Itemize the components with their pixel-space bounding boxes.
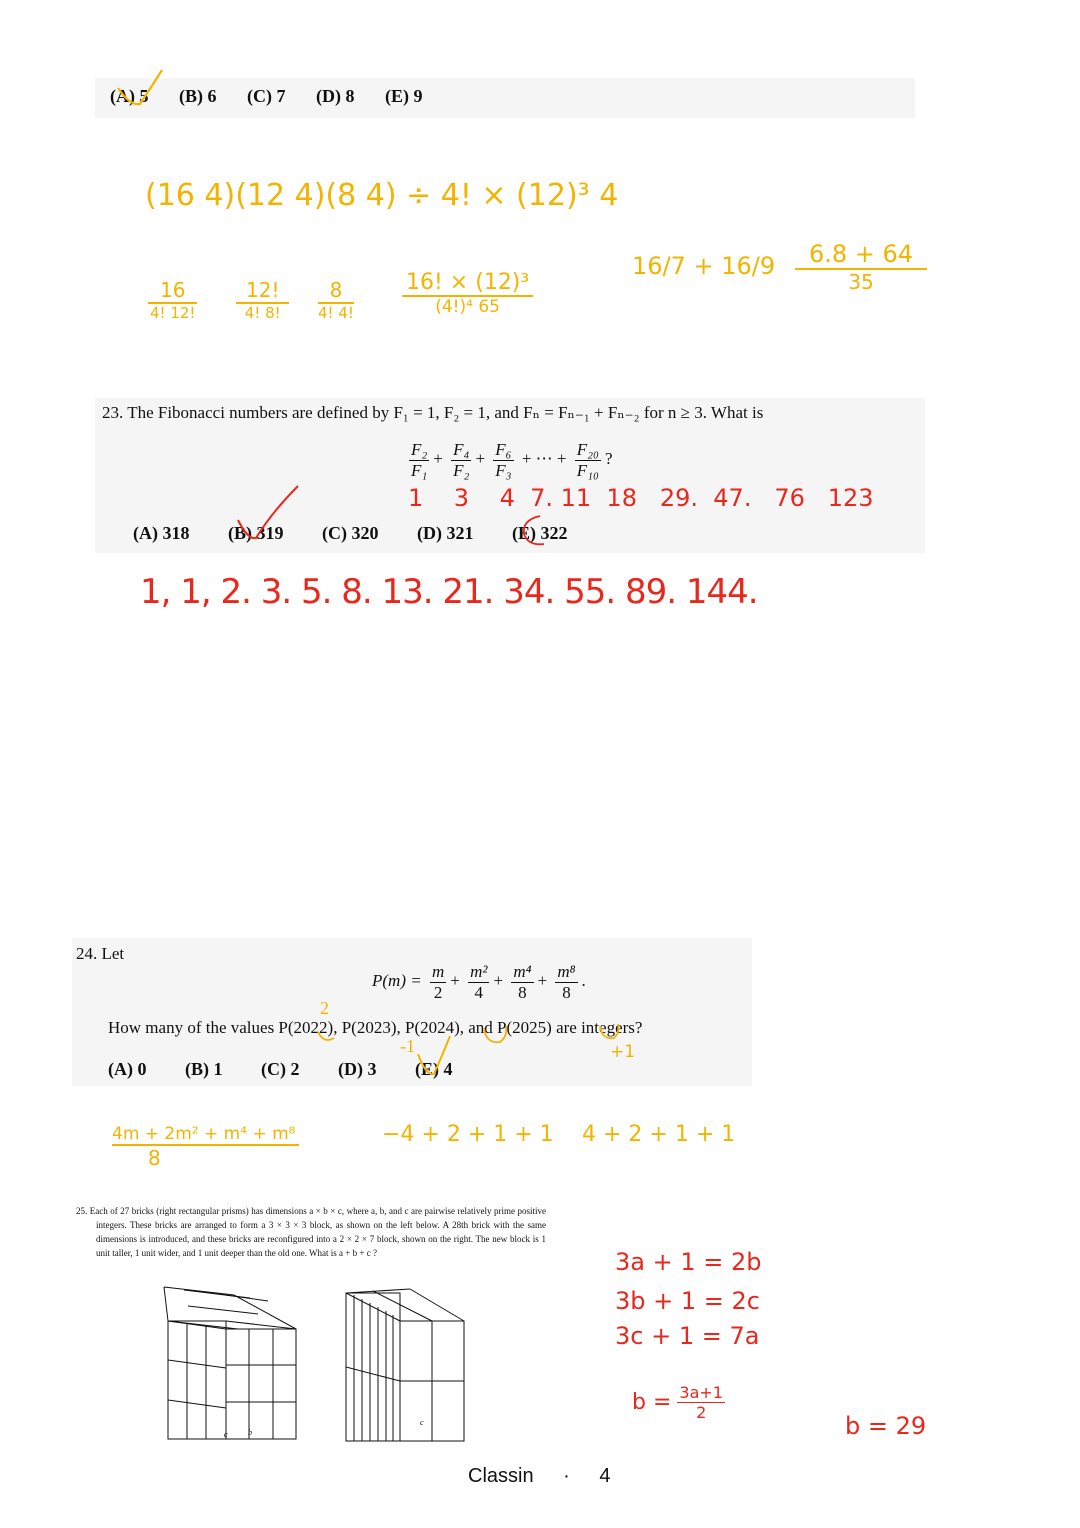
svg-text:-1: -1 [400,1036,415,1056]
q23-choice-e-circle-icon [518,510,548,550]
q23-choices [133,523,568,544]
q23-t1-num: F₂ [411,440,428,459]
q23-t2-num: F₄ [453,440,470,459]
scratch-sum-1: 16/7 + 16/9 [632,252,776,280]
q25-eq3: 3c + 1 = 7a [615,1322,760,1350]
q24-header [76,944,124,964]
scratch-frac-4: 16! × (12)³ (4!)⁴ 65 [402,270,533,317]
q24-t2-num: m² [470,962,488,981]
q23-question-mark: ? [604,448,613,468]
svg-text:2: 2 [320,998,329,1018]
scratch-sum-2: 6.8 + 64 35 [795,240,927,294]
q24-choice-b: (B) 1 [185,1059,223,1079]
q23-text: The Fibonacci numbers are defined by F₁ = 1, F₂ = 1, and Fₙ = Fₙ₋₁ + Fₙ₋₂ for n ≥ 3. What is [127,403,764,422]
q23-work-fib: 1, 1, 2. 3. 5. 8. 13. 21. 34. 55. 89. 144. [140,572,758,612]
q22-checkmark-icon [110,66,170,116]
footer-dot: · [563,1465,570,1487]
q24-work-3: 4 + 2 + 1 + 1 [582,1122,736,1147]
q23-t2-den: F₂ [453,460,470,480]
q23-checkmark-icon [228,482,308,548]
q25-brick-diagrams [150,1285,570,1445]
q24-note-plus1: +1 [610,1042,636,1062]
q24-t4-num: m⁸ [557,962,576,981]
q22-choice-a: (A) 5 [110,86,149,106]
q24-lhs: P(m) = [372,970,422,990]
q23-ellipsis: + ⋯ + [521,448,567,468]
q23-choice-c: (C) 320 [322,523,379,543]
q25-number: 25. [76,1206,88,1216]
q25-label-b: b [248,1428,252,1437]
q23-t1-den: F₁ [411,460,428,480]
q23-stem [102,403,763,423]
q23-choice-e: (E) 322 [512,523,568,543]
q24-choice-c: (C) 2 [261,1059,300,1079]
q24-number: 24. [76,944,98,963]
scratch-frac-2: 12! 4! 8! [236,278,289,322]
q23-t3-num: F₆ [495,440,512,459]
q23-t3-den: F₃ [495,460,512,480]
q24-t4-den: 8 [562,982,571,1002]
q24-t1-den: 2 [433,982,443,1002]
footer [468,1465,611,1488]
q25-eq2: 3b + 1 = 2c [615,1287,760,1315]
q22-choice-e: (E) 9 [385,86,423,106]
q23-choice-d: (D) 321 [417,523,474,543]
q23-choice-b: (B) 319 [228,523,284,543]
q25-text: Each of 27 bricks (right rectangular prisms) has dimensions a × b × c, where a, b, and c are pairwise relatively prime positive integers. These bricks are arranged to form a 3 × 3 × 3 block, as shown on the left below. A 28th brick with the same dimensions is introduced, and these bricks are reconfigured into a 2 × 2 × 7 block, shown on the right. The new block is 1 unit taller, 1 unit wider, and 1 unit deeper than the old one. What is a + b + c ? [89,1206,546,1258]
q25-b-expr: b = $\frac{3a+1}{2}$ [632,1383,723,1422]
q24-choice-a: (A) 0 [108,1059,147,1079]
q23-number: 23. [102,403,124,422]
q25-stem [76,1204,546,1260]
q25-label-c: c [224,1430,228,1439]
q25-label-c-right: c [420,1418,424,1427]
q22-choice-b: (B) 6 [179,86,217,106]
q25-block-3x3x3 [164,1287,296,1439]
footer-page-number: 4 [599,1465,611,1487]
q24-question: How many of the values P(2022), P(2023), P(2024), and P(2025) are integers? [108,1018,643,1037]
q22-choice-d: (D) 8 [316,86,355,106]
q23-expression: $\frac{\text{F₂}}{\text{F₁}}$ + $\frac{\text{F₄}}{\text{F₂}}$ + $\frac{\text{F₆}}{\text{F₃}}$ + ⋯ + $\frac{\text{F₂₀}}{\text{F₁₀}}$ ? [411,440,613,480]
q24-t3-den: 8 [518,982,527,1002]
q23-t4-den: F₁₀ [576,460,599,480]
q24-choice-d: (D) 3 [338,1059,377,1079]
scratch-line-1: (16 4)(12 4)(8 4) ÷ 4! × (12)³ 4 [145,178,619,213]
q24-work-2: −4 + 2 + 1 + 1 [382,1122,554,1147]
q24-t3-num: m⁴ [513,962,532,981]
scratch-frac-3: 8 4! 4! [318,278,354,322]
q23-work-ratios: 1 3 4 7. 11 18 29. 47. 76 123 [408,484,874,512]
q24-annotations-icon [300,996,640,1086]
q25-block-2x2x7 [346,1289,464,1441]
q24-t1-num: m [431,962,445,981]
q24-t2-den: 4 [474,982,484,1002]
q24-formula: P(m) = $\frac{m}{2}$ + $\frac{\text{m²}}{4}$ + $\frac{\text{m⁴}}{8}$ + $\frac{\text{m⁸}}{8}$ . [372,962,586,1002]
scratch-frac-1: 16 4! 12! [148,278,197,322]
footer-brand: Classin [468,1465,534,1487]
q24-let: Let [101,944,125,963]
q22-choice-c: (C) 7 [247,86,286,106]
q24-choice-e: (E) 4 [415,1059,453,1079]
q25-eq1: 3a + 1 = 2b [615,1248,762,1276]
q25-b-value: b = 29 [845,1412,927,1440]
q23-choice-a: (A) 318 [133,523,190,543]
q24-work-1: 4m + 2m² + m⁴ + m⁸ 8 [112,1124,299,1170]
q23-t4-num: F₂₀ [576,440,599,459]
